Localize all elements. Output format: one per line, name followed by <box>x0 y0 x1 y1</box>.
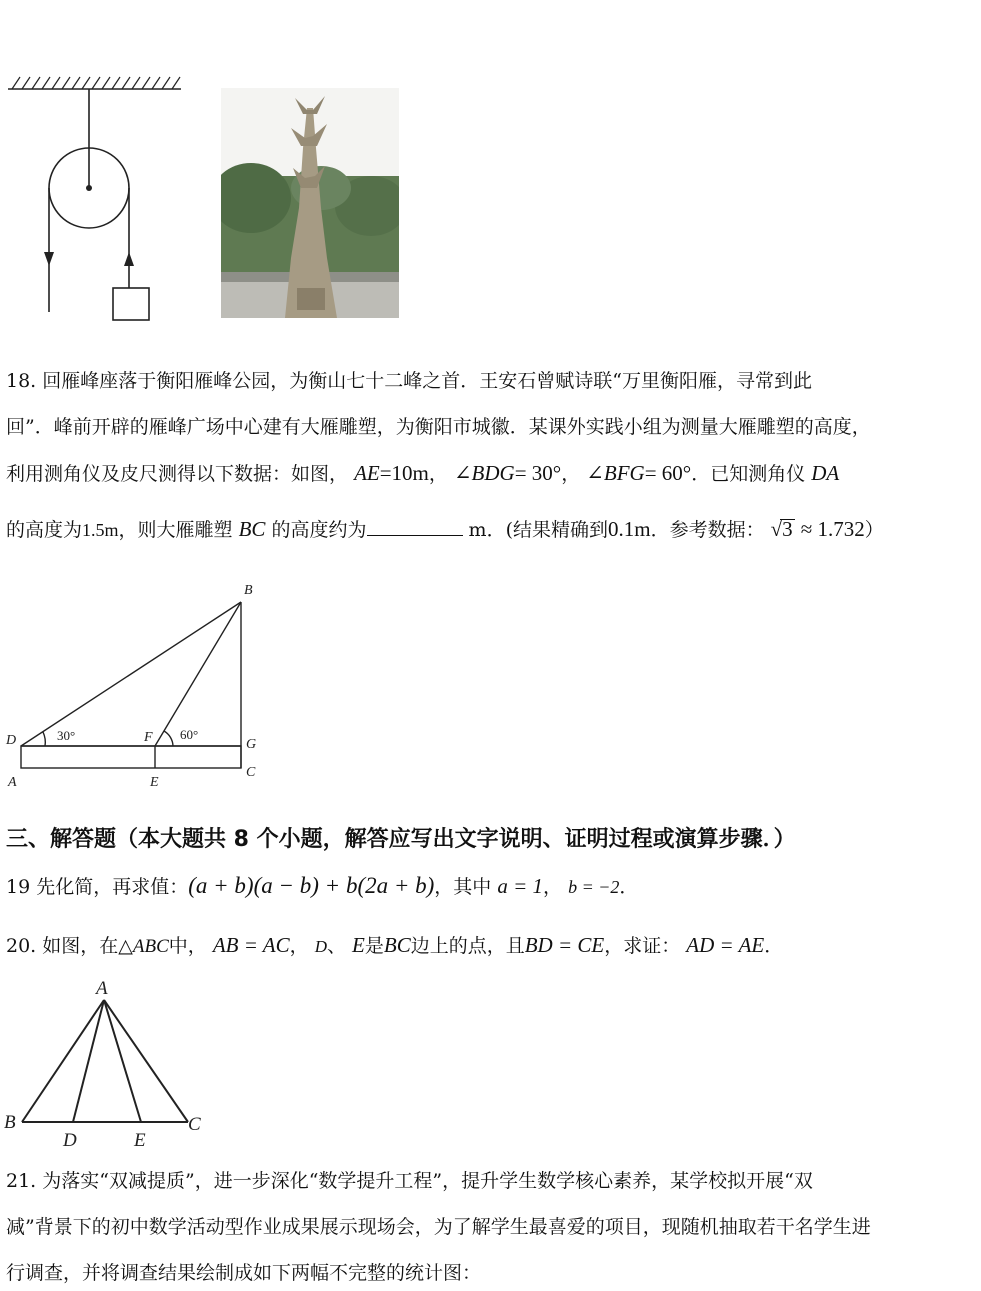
q21-line1 <box>6 1172 813 1191</box>
label-e: E <box>150 775 159 790</box>
q18-text-4f: ） <box>864 519 884 541</box>
label-c: C <box>246 765 256 780</box>
q18-text-4a: 的高度为 <box>6 519 83 541</box>
q20-text-b: 中， <box>168 935 207 957</box>
q19-text: 先化简，再求值： <box>36 876 189 898</box>
q18-angle-bdg-value: = 30° <box>514 461 562 485</box>
q18-line2 <box>6 418 871 437</box>
label-b: B <box>244 583 253 598</box>
q21-number: 21. <box>6 1170 37 1192</box>
section-heading: 三、解答题（本大题共 8 个小题，解答应写出文字说明、证明过程或演算步骤．） <box>6 827 796 852</box>
label-c-tri: C <box>188 1114 201 1135</box>
statue-photo <box>221 88 399 318</box>
q18-bc: BC <box>238 517 266 541</box>
angle-d-label: 30° <box>57 728 76 743</box>
q20-end: ． <box>764 935 784 957</box>
answer-blank <box>367 518 463 536</box>
q20-line <box>6 933 784 957</box>
q19-a-value: a = 1 <box>497 874 544 898</box>
sqrt-symbol: √ <box>770 517 783 541</box>
q21-line3 <box>6 1264 481 1283</box>
q21-line2 <box>6 1218 871 1237</box>
q20-text-d: 、 <box>326 935 346 957</box>
q20-e: E <box>352 933 365 957</box>
q21-text-1: 为落实“双减提质”，进一步深化“数学提升工程”，提升学生数学核心素养，某学校拟开展“双 <box>42 1170 813 1192</box>
q18-angle-bfg-value: = 60° <box>644 461 692 485</box>
q18-text-4c: 的高度约为 <box>271 519 367 541</box>
q19-number: 19 <box>6 876 31 898</box>
label-d-tri: D <box>63 1130 77 1151</box>
sqrt-argument: 3 <box>782 517 793 541</box>
q18-angle-bdg: ∠BDG <box>453 461 515 485</box>
q20-number: 20. <box>6 935 37 957</box>
q19-b-value: b = −2 <box>568 877 620 897</box>
q18-line3: 利用测角仪及皮尺测得以下数据：如图， AE=10m， ∠BDG= 30°， ∠BFG= 60°．已知测角仪 DA <box>6 461 840 485</box>
q18-text-3b: ．已知测角仪 <box>691 463 806 485</box>
q20-bc: BC <box>383 933 411 957</box>
q19-sep: ， <box>543 876 563 898</box>
q20-eq3: AD = AE <box>686 933 765 957</box>
q18-line1 <box>6 372 812 391</box>
label-a: A <box>8 775 17 790</box>
q21-text-3: 行调查，并将调查结果绘制成如下两幅不完整的统计图： <box>6 1262 482 1284</box>
label-f: F <box>144 730 153 745</box>
label-a-tri: A <box>96 978 108 999</box>
q19-expression: (a + b)(a − b) + b(2a + b) <box>188 873 435 898</box>
q18-text-4b: ，则大雁雕塑 <box>118 519 233 541</box>
q21-text-2: 减”背景下的初中数学活动型作业成果展示现场会，为了解学生最喜爱的项目，现随机抽取若干名学生进 <box>6 1216 871 1238</box>
q18-approx: ≈ 1.732 <box>800 517 865 541</box>
label-d: D <box>6 733 17 748</box>
q18-text-3a: 利用测角仪及皮尺测得以下数据：如图， <box>6 463 349 485</box>
q20-eq2: BD = CE <box>524 933 605 957</box>
q18-precision: 0.1m <box>607 517 651 541</box>
q18-ae: AE <box>354 461 380 485</box>
q18-line4 <box>6 518 884 540</box>
q20-triangle: △ABC <box>118 936 169 957</box>
q18-text-4e: ．参考数据： <box>650 519 765 541</box>
q18-text-2: 回”．峰前开辟的雁峰广场中心建有大雁雕塑，为衡阳市城徽．某课外实践小组为测量大雁雕塑的高度， <box>6 416 871 438</box>
label-g: G <box>246 737 257 752</box>
q19-end: ． <box>619 876 639 898</box>
q20-text-f: 边上的点，且 <box>410 935 525 957</box>
q19-line <box>6 873 639 898</box>
q20-text-c: ， <box>289 935 309 957</box>
q20-triangle-diagram <box>0 976 220 1154</box>
q20-text-e: 是 <box>364 935 384 957</box>
q20-d: D <box>314 937 327 956</box>
q18-angle-bfg: ∠BFG <box>586 461 645 485</box>
q20-text-g: ，求证： <box>604 935 681 957</box>
q18-height-value: 1.5m <box>82 520 119 540</box>
label-b-tri: B <box>4 1112 16 1133</box>
q18-text-4d: m．(结果精确到 <box>468 519 608 541</box>
q18-number: 18. <box>6 370 37 392</box>
q18-diagram <box>0 576 280 792</box>
q20-eq1: AB = AC <box>212 933 290 957</box>
q19-where: ，其中 <box>434 876 492 898</box>
q18-da: DA <box>811 461 840 485</box>
angle-f-label: 60° <box>180 727 199 742</box>
q20-text-a: 如图，在 <box>42 935 119 957</box>
label-e-tri: E <box>134 1130 146 1151</box>
q18-ae-value: =10m <box>379 461 429 485</box>
q18-text-1: 回雁峰座落于衡阳雁峰公园，为衡山七十二峰之首．王安石曾赋诗联“万里衡阳雁，寻常到此 <box>42 370 812 392</box>
pulley-figure <box>6 72 186 324</box>
